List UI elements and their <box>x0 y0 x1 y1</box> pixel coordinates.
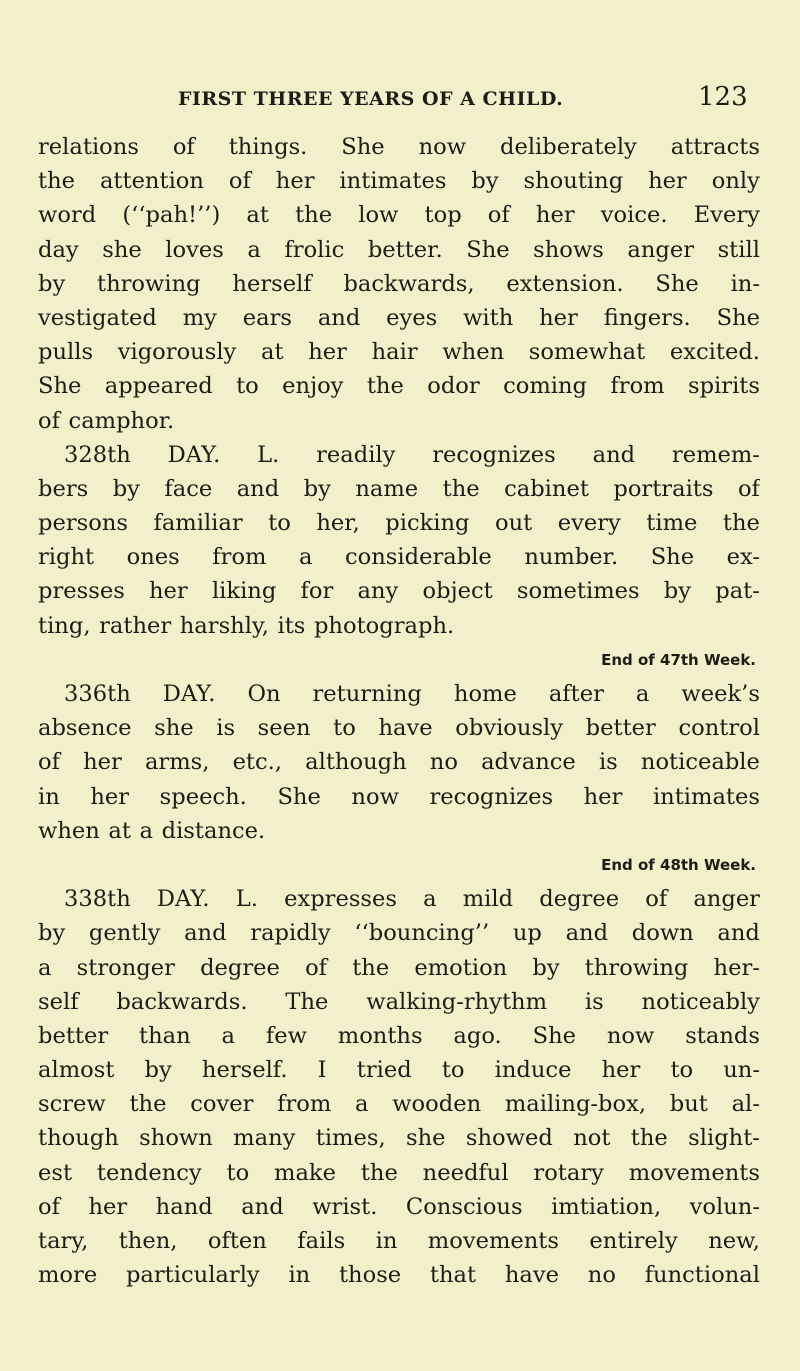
text-line: of camphor. <box>38 407 175 434</box>
text-line: more particularly in those that have no functional <box>38 1262 760 1289</box>
text-line: day she loves a frolic better. She shows anger still <box>38 236 760 263</box>
text-line: when at a distance. <box>38 817 266 844</box>
text-line: vestigated my ears and eyes with her fingers. She <box>38 304 760 331</box>
text-line: in her speech. She now recognizes her intimates <box>38 783 760 810</box>
page-number: 123 <box>698 82 748 112</box>
text-line: She appeared to enjoy the odor coming from spirits <box>38 373 760 400</box>
text-line: 336th DAY. On returning home after a week’s <box>64 681 760 707</box>
text-line: though shown many times, she showed not the slight- <box>38 1125 760 1152</box>
text-line: relations of things. She now deliberately attracts <box>38 134 760 160</box>
text-line: of her hand and wrist. Conscious imtiation, volun- <box>38 1193 760 1220</box>
text-line: word (‘‘pah!’’) at the low top of her voice. Every <box>38 202 760 229</box>
running-head-title: FIRST THREE YEARS OF A CHILD. <box>178 88 564 110</box>
text-line: pulls vigorously at her hair when somewhat excited. <box>38 339 760 366</box>
text-line: screw the cover from a wooden mailing-box, but al- <box>38 1091 760 1118</box>
text-line: by throwing herself backwards, extension. She in- <box>38 270 760 297</box>
text-line: right ones from a considerable number. She ex- <box>38 544 760 571</box>
text-line: better than a few months ago. She now stands <box>38 1022 760 1049</box>
text-line: tary, then, often fails in movements entirely new, <box>38 1228 760 1254</box>
text-line: est tendency to make the needful rotary movements <box>38 1159 760 1186</box>
text-line: 328th DAY. L. readily recognizes and remem- <box>64 441 760 468</box>
text-line: by gently and rapidly ‘‘bouncing’’ up and down and <box>38 920 760 947</box>
text-line: a stronger degree of the emotion by throwing her- <box>38 954 760 981</box>
text-line: ting, rather harshly, its photograph. <box>38 612 455 639</box>
text-line: presses her liking for any object sometimes by pat- <box>38 578 760 605</box>
text-line: self backwards. The walking-rhythm is noticeably <box>38 988 760 1015</box>
text-line: absence she is seen to have obviously better control <box>38 715 760 742</box>
text-line: of her arms, etc., although no advance is noticeable <box>38 749 760 776</box>
text-line: bers by face and by name the cabinet portraits of <box>38 475 760 502</box>
body-text <box>38 130 760 1345</box>
text-line: the attention of her intimates by shouting her only <box>38 168 760 195</box>
text-line: persons familiar to her, picking out every time the <box>38 510 760 537</box>
week-marker: End of 48th Week. <box>601 855 756 874</box>
text-line: almost by herself. I tried to induce her to un- <box>38 1057 760 1084</box>
text-line: 338th DAY. L. expresses a mild degree of anger <box>64 886 760 913</box>
week-marker: End of 47th Week. <box>601 650 756 669</box>
